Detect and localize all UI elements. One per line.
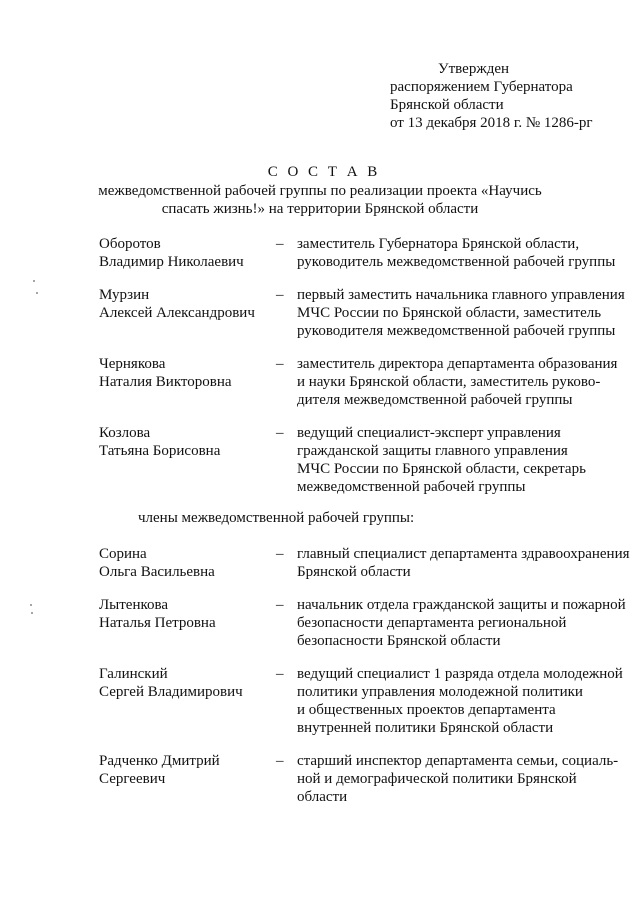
- role-line: руководителя межведомственной рабочей группы: [297, 323, 616, 339]
- scan-speck: [31, 612, 33, 614]
- person-given-names: Татьяна Борисовна: [99, 443, 221, 459]
- person-role: [297, 286, 637, 340]
- dash-separator: –: [276, 425, 284, 441]
- role-line: политики управления молодежной политики: [297, 684, 583, 700]
- person-surname: Мурзин: [99, 287, 150, 303]
- person-role: [297, 424, 637, 496]
- document-subtitle-line-2: спасать жизнь!» на территории Брянской области: [161, 201, 479, 217]
- role-line: руководитель межведомственной рабочей группы: [297, 254, 616, 270]
- approval-region: Брянской области: [390, 97, 504, 113]
- members-section-label: члены межведомственной рабочей группы:: [138, 510, 415, 526]
- person-surname: Оборотов: [99, 236, 161, 252]
- person-given-names: Наталия Викторовна: [99, 374, 232, 390]
- person-given-names: Владимир Николаевич: [99, 254, 244, 270]
- person-role: [297, 752, 637, 806]
- role-line: МЧС России по Брянской области, секретарь: [297, 461, 586, 477]
- role-line: ведущий специалист 1 разряда отдела молодежной: [297, 666, 623, 682]
- role-line: начальник отдела гражданской защиты и пожарной: [297, 597, 626, 613]
- person-name: [99, 355, 274, 391]
- person-name: [99, 424, 274, 460]
- person-surname: Сорина: [99, 546, 147, 562]
- dash-separator: –: [276, 666, 284, 682]
- person-given-names: Алексей Александрович: [99, 305, 255, 321]
- role-line: межведомственной рабочей группы: [297, 479, 526, 495]
- person-surname: Чернякова: [99, 356, 166, 372]
- scan-speck: [36, 292, 38, 294]
- role-line: и общественных проектов департамента: [297, 702, 556, 718]
- dash-separator: –: [276, 597, 284, 613]
- approval-block: [390, 60, 593, 132]
- person-name: [99, 665, 274, 701]
- dash-separator: –: [276, 236, 284, 252]
- approval-authority: распоряжением Губернатора: [390, 79, 573, 95]
- person-role: [297, 355, 637, 409]
- person-name: [99, 286, 274, 322]
- role-line: МЧС России по Брянской области, заместитель: [297, 305, 602, 321]
- approval-label: Утвержден: [438, 61, 510, 77]
- role-line: безопасности департамента региональной: [297, 615, 567, 631]
- role-line: внутренней политики Брянской области: [297, 720, 554, 736]
- person-name: [99, 235, 274, 271]
- document-heading: [0, 163, 640, 218]
- role-line: области: [297, 789, 348, 805]
- person-name: [99, 752, 274, 788]
- role-line: первый заместить начальника главного управления: [297, 287, 625, 303]
- dash-separator: –: [276, 753, 284, 769]
- document-title: С О С Т А В: [267, 164, 381, 180]
- person-surname: Галинский: [99, 666, 168, 682]
- role-line: гражданской защиты главного управления: [297, 443, 568, 459]
- dash-separator: –: [276, 546, 284, 562]
- role-line: дителя межведомственной рабочей группы: [297, 392, 573, 408]
- scan-speck: [33, 280, 35, 282]
- person-role: [297, 235, 637, 271]
- person-surname: Лытенкова: [99, 597, 169, 613]
- person-name: [99, 545, 274, 581]
- person-role: [297, 545, 637, 581]
- person-given-names: Наталья Петровна: [99, 615, 216, 631]
- person-given-names: Сергей Владимирович: [99, 684, 243, 700]
- person-surname: Козлова: [99, 425, 151, 441]
- role-line: заместитель Губернатора Брянской области,: [297, 236, 580, 252]
- role-line: ведущий специалист-эксперт управления: [297, 425, 561, 441]
- role-line: Брянской области: [297, 564, 411, 580]
- scan-speck: [30, 604, 32, 606]
- role-line: безопасности Брянской области: [297, 633, 501, 649]
- person-role: [297, 596, 637, 650]
- document-subtitle-line-1: межведомственной рабочей группы по реализации проекта «Научись: [98, 183, 542, 199]
- dash-separator: –: [276, 287, 284, 303]
- role-line: ной и демографической политики Брянской: [297, 771, 577, 787]
- role-line: заместитель директора департамента образования: [297, 356, 618, 372]
- person-name: [99, 596, 274, 632]
- role-line: и науки Брянской области, заместитель руково-: [297, 374, 601, 390]
- role-line: старший инспектор департамента семьи, социаль-: [297, 753, 619, 769]
- person-given-names: Сергеевич: [99, 771, 166, 787]
- person-surname: Радченко Дмитрий: [99, 753, 220, 769]
- dash-separator: –: [276, 356, 284, 372]
- role-line: главный специалист департамента здравоохранения: [297, 546, 630, 562]
- person-given-names: Ольга Васильевна: [99, 564, 215, 580]
- approval-date-number: от 13 декабря 2018 г. № 1286-рг: [390, 115, 593, 131]
- person-role: [297, 665, 637, 737]
